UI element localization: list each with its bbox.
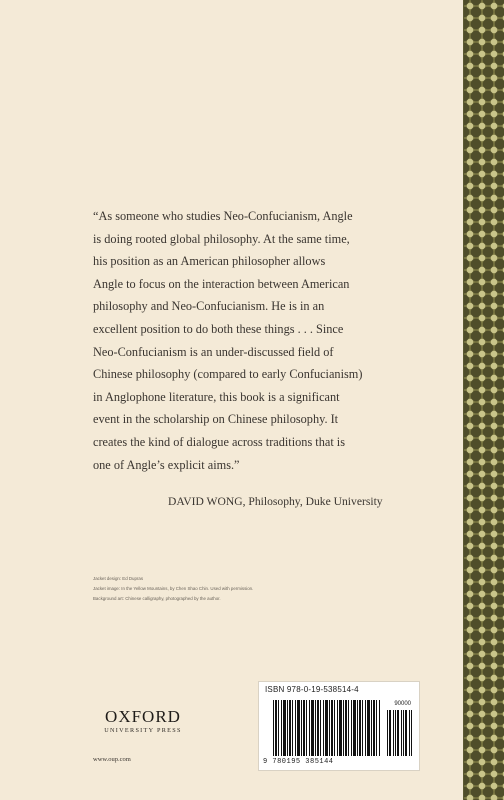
jacket-credits	[93, 575, 353, 605]
isbn-label: ISBN 978-0-19-538514-4	[265, 685, 359, 694]
publisher-press: UNIVERSITY PRESS	[104, 727, 182, 734]
jacket-image-credit: Jacket image: In the Yellow Mountains, by Chen Shao Chin. Used with permission.	[93, 586, 254, 591]
decorative-pattern-border	[463, 0, 504, 800]
publisher-name: OXFORD	[105, 707, 181, 726]
quote-line: Chinese philosophy (compared to early Confucianism)	[93, 367, 363, 382]
barcode-digits: 9 780195 385144	[263, 758, 334, 766]
quote-line: excellent position to do both these things . . . Since	[93, 321, 344, 336]
quote-line: in Anglophone literature, this book is a significant	[93, 389, 340, 404]
barcode-bars-icon	[273, 700, 381, 756]
price-code: 90000	[394, 701, 411, 707]
isbn-barcode	[258, 681, 420, 771]
barcode-addon-bars-icon	[387, 710, 413, 756]
quote-line: Angle to focus on the interaction between American	[93, 276, 350, 291]
quote-line: his position as an American philosopher allows	[93, 254, 326, 269]
quote-line: “As someone who studies Neo-Confucianism, Angle	[93, 209, 353, 223]
endorsement-quote	[93, 205, 413, 476]
jacket-design-credit: Jacket design: Ed Dupras	[93, 576, 144, 581]
quote-line: event in the scholarship on Chinese philosophy. It	[93, 412, 339, 427]
quote-line: Neo-Confucianism is an under-discussed field of	[93, 344, 334, 359]
quote-line: philosophy and Neo-Confucianism. He is in an	[93, 299, 325, 314]
jacket-image-credit-2: Background art: Chinese calligraphy, photographed by the author.	[93, 596, 221, 601]
publisher-url: www.oup.com	[93, 756, 131, 763]
quote-line: is doing rooted global philosophy. At the same time,	[93, 231, 350, 246]
publisher-logo	[93, 708, 193, 734]
quote-attribution: DAVID WONG, Philosophy, Duke University	[168, 495, 383, 508]
quote-line: creates the kind of dialogue across traditions that is	[93, 434, 346, 449]
quote-line: one of Angle’s explicit aims.”	[93, 457, 240, 472]
